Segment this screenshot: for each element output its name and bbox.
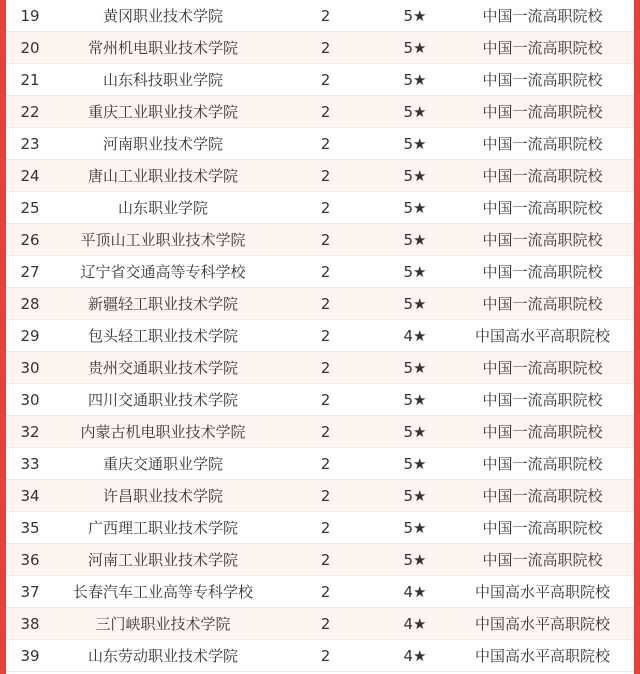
score-cell: 2 — [272, 160, 379, 192]
rank-cell: 36 — [6, 544, 54, 576]
star-rating-cell: 5★ — [379, 192, 451, 224]
school-name-cell: 广西理工职业技术学院 — [54, 512, 272, 544]
table-row — [6, 32, 634, 64]
level-cell: 中国一流高职院校 — [451, 32, 634, 64]
school-name-cell: 贵州交通职业技术学院 — [54, 352, 272, 384]
score-cell: 2 — [272, 288, 379, 320]
score-cell: 2 — [272, 192, 379, 224]
table-row — [6, 192, 634, 224]
star-rating-cell: 4★ — [379, 576, 451, 608]
table-row — [6, 256, 634, 288]
rank-cell: 35 — [6, 512, 54, 544]
rank-cell: 37 — [6, 576, 54, 608]
level-cell: 中国一流高职院校 — [451, 448, 634, 480]
rank-cell: 22 — [6, 96, 54, 128]
score-cell: 2 — [272, 512, 379, 544]
table-row — [6, 96, 634, 128]
score-cell: 2 — [272, 96, 379, 128]
star-rating-cell: 5★ — [379, 224, 451, 256]
score-cell: 2 — [272, 640, 379, 672]
school-name-cell: 重庆交通职业学院 — [54, 448, 272, 480]
table-row — [6, 480, 634, 512]
table-row — [6, 128, 634, 160]
level-cell: 中国一流高职院校 — [451, 64, 634, 96]
score-cell: 2 — [272, 320, 379, 352]
rank-cell: 27 — [6, 256, 54, 288]
score-cell: 2 — [272, 0, 379, 32]
school-name-cell: 山东劳动职业技术学院 — [54, 640, 272, 672]
school-name-cell: 唐山工业职业技术学院 — [54, 160, 272, 192]
rank-cell: 30 — [6, 384, 54, 416]
table-row — [6, 544, 634, 576]
school-name-cell: 辽宁省交通高等专科学校 — [54, 256, 272, 288]
level-cell: 中国高水平高职院校 — [451, 576, 634, 608]
level-cell: 中国一流高职院校 — [451, 0, 634, 32]
level-cell: 中国高水平高职院校 — [451, 608, 634, 640]
school-name-cell: 黄冈职业技术学院 — [54, 0, 272, 32]
level-cell: 中国一流高职院校 — [451, 160, 634, 192]
star-rating-cell: 4★ — [379, 320, 451, 352]
score-cell: 2 — [272, 576, 379, 608]
school-name-cell: 长春汽车工业高等专科学校 — [54, 576, 272, 608]
table-row — [6, 416, 634, 448]
school-name-cell: 三门峡职业技术学院 — [54, 608, 272, 640]
star-rating-cell: 5★ — [379, 448, 451, 480]
rank-cell: 38 — [6, 608, 54, 640]
star-rating-cell: 4★ — [379, 640, 451, 672]
table-row — [6, 512, 634, 544]
school-name-cell: 河南职业技术学院 — [54, 128, 272, 160]
level-cell: 中国一流高职院校 — [451, 416, 634, 448]
score-cell: 2 — [272, 256, 379, 288]
level-cell: 中国高水平高职院校 — [451, 640, 634, 672]
school-name-cell: 四川交通职业技术学院 — [54, 384, 272, 416]
level-cell: 中国一流高职院校 — [451, 512, 634, 544]
level-cell: 中国一流高职院校 — [451, 256, 634, 288]
rank-cell: 34 — [6, 480, 54, 512]
school-name-cell: 包头轻工职业技术学院 — [54, 320, 272, 352]
score-cell: 2 — [272, 32, 379, 64]
school-name-cell: 重庆工业职业技术学院 — [54, 96, 272, 128]
star-rating-cell: 5★ — [379, 64, 451, 96]
school-name-cell: 山东职业学院 — [54, 192, 272, 224]
score-cell: 2 — [272, 352, 379, 384]
school-name-cell: 河南工业职业技术学院 — [54, 544, 272, 576]
level-cell: 中国一流高职院校 — [451, 480, 634, 512]
level-cell: 中国一流高职院校 — [451, 544, 634, 576]
school-name-cell: 许昌职业技术学院 — [54, 480, 272, 512]
table-row — [6, 384, 634, 416]
table-row — [6, 0, 634, 32]
table-row — [6, 352, 634, 384]
rank-cell: 30 — [6, 352, 54, 384]
rank-cell: 20 — [6, 32, 54, 64]
rank-cell: 21 — [6, 64, 54, 96]
level-cell: 中国一流高职院校 — [451, 192, 634, 224]
table-row — [6, 288, 634, 320]
rank-cell: 32 — [6, 416, 54, 448]
star-rating-cell: 5★ — [379, 96, 451, 128]
star-rating-cell: 5★ — [379, 384, 451, 416]
score-cell: 2 — [272, 416, 379, 448]
star-rating-cell: 5★ — [379, 128, 451, 160]
school-name-cell: 平顶山工业职业技术学院 — [54, 224, 272, 256]
star-rating-cell: 4★ — [379, 608, 451, 640]
score-cell: 2 — [272, 64, 379, 96]
star-rating-cell: 5★ — [379, 32, 451, 64]
rank-cell: 25 — [6, 192, 54, 224]
table-row — [6, 576, 634, 608]
rank-cell: 23 — [6, 128, 54, 160]
level-cell: 中国一流高职院校 — [451, 352, 634, 384]
table-row — [6, 320, 634, 352]
star-rating-cell: 5★ — [379, 544, 451, 576]
score-cell: 2 — [272, 448, 379, 480]
rank-cell: 26 — [6, 224, 54, 256]
rank-cell: 28 — [6, 288, 54, 320]
level-cell: 中国一流高职院校 — [451, 384, 634, 416]
ranking-table — [6, 0, 634, 672]
level-cell: 中国一流高职院校 — [451, 128, 634, 160]
score-cell: 2 — [272, 384, 379, 416]
table-row — [6, 640, 634, 672]
star-rating-cell: 5★ — [379, 256, 451, 288]
star-rating-cell: 5★ — [379, 160, 451, 192]
school-name-cell: 新疆轻工职业技术学院 — [54, 288, 272, 320]
school-name-cell: 山东科技职业学院 — [54, 64, 272, 96]
school-name-cell: 常州机电职业技术学院 — [54, 32, 272, 64]
table-row — [6, 160, 634, 192]
level-cell: 中国高水平高职院校 — [451, 320, 634, 352]
table-row — [6, 64, 634, 96]
score-cell: 2 — [272, 128, 379, 160]
star-rating-cell: 5★ — [379, 352, 451, 384]
level-cell: 中国一流高职院校 — [451, 288, 634, 320]
star-rating-cell: 5★ — [379, 288, 451, 320]
rank-cell: 29 — [6, 320, 54, 352]
score-cell: 2 — [272, 608, 379, 640]
rank-cell: 19 — [6, 0, 54, 32]
star-rating-cell: 5★ — [379, 0, 451, 32]
level-cell: 中国一流高职院校 — [451, 224, 634, 256]
school-name-cell: 内蒙古机电职业技术学院 — [54, 416, 272, 448]
star-rating-cell: 5★ — [379, 416, 451, 448]
star-rating-cell: 5★ — [379, 480, 451, 512]
rank-cell: 33 — [6, 448, 54, 480]
score-cell: 2 — [272, 224, 379, 256]
rank-cell: 39 — [6, 640, 54, 672]
score-cell: 2 — [272, 544, 379, 576]
table-row — [6, 224, 634, 256]
star-rating-cell: 5★ — [379, 512, 451, 544]
rank-cell: 24 — [6, 160, 54, 192]
level-cell: 中国一流高职院校 — [451, 96, 634, 128]
table-row — [6, 448, 634, 480]
table-row — [6, 608, 634, 640]
ranking-table-body — [6, 0, 634, 672]
score-cell: 2 — [272, 480, 379, 512]
